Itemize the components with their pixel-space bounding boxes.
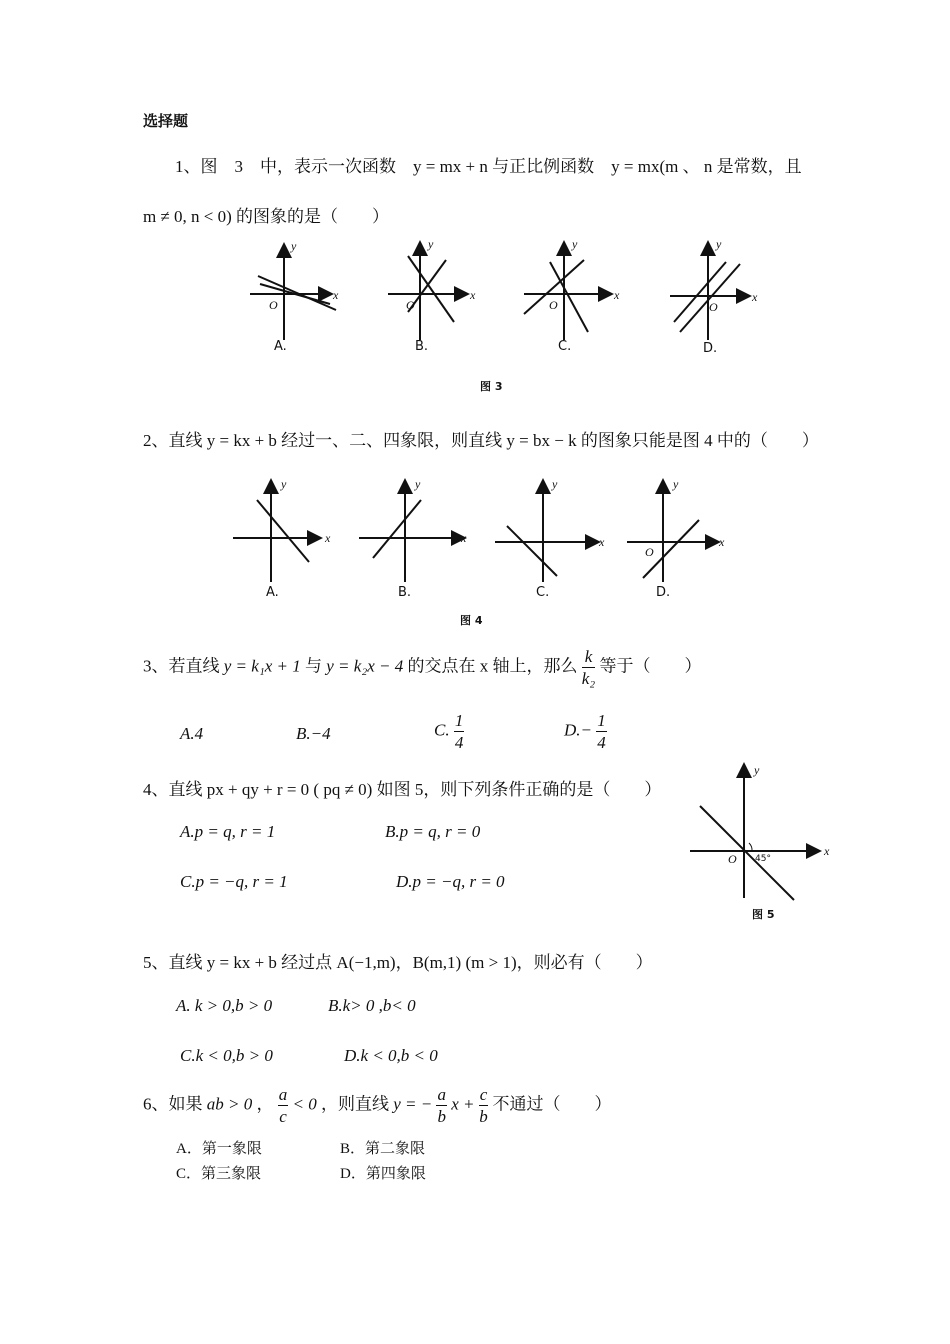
y-label: y bbox=[716, 237, 722, 251]
origin-label: O bbox=[269, 298, 278, 312]
q3-prefix: 3、若直线 bbox=[143, 656, 220, 676]
q3-text bbox=[143, 648, 701, 687]
q6-frac-a-over-c bbox=[278, 1086, 289, 1125]
x-label: x bbox=[599, 535, 605, 549]
q6-cond1: ab > 0 bbox=[206, 1094, 253, 1114]
x-label: x bbox=[824, 844, 830, 858]
q4-option-c: C.p = −q, r = 1 bbox=[180, 872, 288, 891]
q3-option-a-value: 4 bbox=[194, 724, 204, 743]
origin-label: O bbox=[406, 298, 415, 312]
q2-figure-caption: 图 4 bbox=[460, 614, 483, 627]
q6-frac2-num: a bbox=[437, 1085, 446, 1104]
q4-option-a: A.p = q, r = 1 bbox=[180, 822, 276, 841]
q1-graph-d bbox=[670, 237, 758, 356]
q2-text: 2、直线 y = kx + b 经过一、二、四象限，则直线 y = bx − k 的图象只能是图 4 中的（ ） bbox=[143, 431, 819, 450]
q3-joiner: 与 bbox=[305, 656, 322, 676]
q3-option-a-label: A. bbox=[180, 724, 195, 743]
q2-graph-a bbox=[233, 477, 331, 600]
y-label: y bbox=[754, 763, 760, 777]
q1-graph-b bbox=[388, 237, 476, 354]
q6-option-a: A．第一象限 bbox=[176, 1141, 262, 1157]
q6-frac-a-over-b bbox=[436, 1086, 447, 1125]
q6-mid: ，则直线 bbox=[320, 1094, 389, 1114]
q6-frac3-den: b bbox=[479, 1107, 488, 1126]
q6-prefix: 6、如果 bbox=[143, 1094, 203, 1114]
y-label: y bbox=[552, 477, 558, 491]
origin-label: O bbox=[709, 300, 718, 314]
q3-eq2: y = k₂x − 4 bbox=[326, 656, 404, 676]
q3-option-d bbox=[564, 712, 607, 751]
x-label: x bbox=[470, 288, 476, 302]
q6-sep: ， bbox=[256, 1094, 274, 1114]
q1-option-a: A. bbox=[274, 339, 287, 354]
y-label: y bbox=[428, 237, 434, 251]
q3-option-d-num: 1 bbox=[597, 711, 606, 730]
q3-option-d-den: 4 bbox=[597, 733, 606, 752]
q3-mid: 的交点在 x 轴上，那么 bbox=[407, 656, 578, 676]
q4-figure-caption: 图 5 bbox=[752, 908, 775, 921]
q2-option-b: B. bbox=[398, 585, 412, 600]
q3-option-a bbox=[180, 724, 203, 744]
q1-text-line2: m ≠ 0, n < 0) 的图象的是（ ） bbox=[143, 207, 390, 226]
q6-frac2-den: b bbox=[437, 1107, 446, 1126]
q2-figure bbox=[225, 470, 745, 605]
q3-option-b bbox=[296, 724, 331, 744]
q6-eq-mid: x + bbox=[451, 1094, 475, 1114]
q1-graph-a bbox=[250, 239, 339, 354]
q5-text: 5、直线 y = kx + b 经过点 A(−1,m)，B(m,1) (m > 1)，则必有（ ） bbox=[143, 953, 653, 972]
q6-option-c: C．第三象限 bbox=[176, 1166, 262, 1182]
q2-option-a: A. bbox=[266, 585, 279, 600]
q3-option-b-value: −4 bbox=[310, 724, 331, 743]
x-label: x bbox=[614, 288, 620, 302]
q4-figure bbox=[686, 760, 836, 926]
q3-option-d-label: D.− bbox=[564, 720, 592, 740]
q3-option-c-label: C. bbox=[434, 720, 450, 740]
q3-frac-den: k₂ bbox=[581, 669, 596, 688]
q6-suffix: 不通过（ ） bbox=[492, 1094, 612, 1114]
q5-option-a: A. k > 0,b > 0 bbox=[176, 996, 273, 1015]
q1-option-c: C. bbox=[558, 339, 572, 354]
q6-option-b: B．第二象限 bbox=[340, 1141, 426, 1157]
q6-frac1-den: c bbox=[279, 1107, 287, 1126]
q3-option-c-num: 1 bbox=[454, 711, 464, 730]
q6-cond2-tail: < 0 bbox=[292, 1094, 317, 1114]
q3-option-d-fraction bbox=[596, 712, 607, 751]
x-label: x bbox=[333, 288, 339, 302]
x-label: x bbox=[752, 290, 758, 304]
x-label: x bbox=[719, 535, 725, 549]
q1-option-b: B. bbox=[415, 339, 429, 354]
q6-option-d: D．第四象限 bbox=[340, 1166, 426, 1182]
q5-option-d: D.k < 0,b < 0 bbox=[344, 1046, 438, 1065]
angle-label: 45° bbox=[755, 854, 771, 864]
y-label: y bbox=[415, 477, 421, 491]
x-label: x bbox=[461, 531, 467, 545]
q3-option-c-den: 4 bbox=[454, 733, 464, 752]
q3-fraction bbox=[582, 648, 595, 687]
q3-suffix: 等于（ ） bbox=[599, 656, 702, 676]
q1-figure bbox=[240, 232, 780, 362]
y-label: y bbox=[572, 237, 578, 251]
q4-option-d: D.p = −q, r = 0 bbox=[396, 872, 505, 891]
q1-figure-caption: 图 3 bbox=[480, 380, 503, 393]
q2-option-d: D. bbox=[656, 585, 671, 600]
q4-text: 4、直线 px + qy + r = 0 ( pq ≠ 0) 如图 5，则下列条件正确的是（ ） bbox=[143, 780, 662, 799]
q1-text-line1: 1、图 3 中，表示一次函数 y = mx + n 与正比例函数 y = mx(m 、 n 是常数，且 bbox=[175, 157, 802, 176]
section-heading: 选择题 bbox=[143, 112, 189, 130]
q1-graph-c bbox=[524, 237, 620, 354]
q6-eq-head: y = − bbox=[393, 1094, 433, 1114]
q6-frac-c-over-b bbox=[479, 1086, 489, 1125]
q6-frac3-num: c bbox=[479, 1085, 488, 1104]
origin-label: O bbox=[728, 852, 737, 866]
q4-option-b: B.p = q, r = 0 bbox=[385, 822, 481, 841]
q6-frac1-num: a bbox=[278, 1085, 288, 1104]
y-label: y bbox=[281, 477, 287, 491]
q2-graph-b bbox=[359, 477, 467, 600]
q3-eq1: y = k₁x + 1 bbox=[223, 656, 301, 676]
q2-option-c: C. bbox=[536, 585, 550, 600]
origin-label: O bbox=[645, 545, 654, 559]
q3-frac-num: k bbox=[582, 648, 595, 668]
y-label: y bbox=[291, 239, 297, 253]
q3-option-b-label: B. bbox=[296, 724, 311, 743]
q5-option-b: B.k> 0 ,b< 0 bbox=[328, 996, 416, 1015]
x-label: x bbox=[325, 531, 331, 545]
q3-option-c bbox=[434, 712, 464, 751]
q3-option-c-fraction bbox=[454, 712, 465, 751]
y-label: y bbox=[673, 477, 679, 491]
q2-graph-d bbox=[627, 477, 725, 600]
q2-graph-c bbox=[495, 477, 605, 600]
origin-label: O bbox=[549, 298, 558, 312]
q6-text bbox=[143, 1086, 612, 1125]
q5-option-c: C.k < 0,b > 0 bbox=[180, 1046, 273, 1065]
q1-option-d: D. bbox=[703, 341, 718, 356]
